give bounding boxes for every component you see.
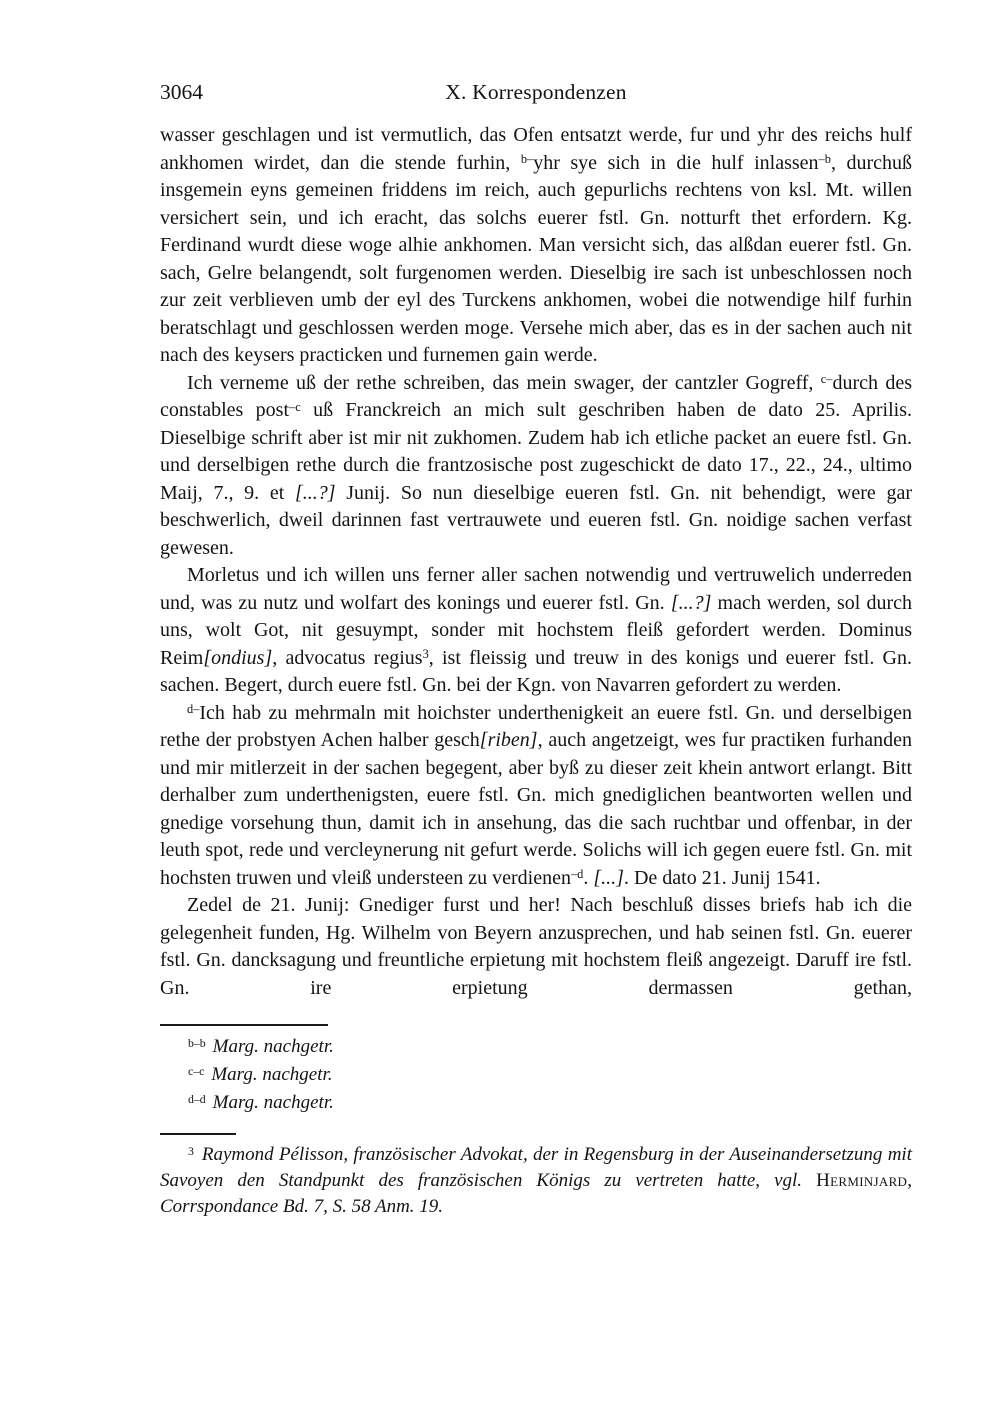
- body-text: [160, 122, 912, 1002]
- text-segment: Marg. nachgetr.: [211, 1064, 333, 1085]
- text-segment: . De dato 21. Junij 1541.: [623, 866, 821, 889]
- footnote-separator-sigla: [160, 1024, 328, 1026]
- text-segment: [ondius]: [203, 646, 273, 669]
- sigla-superscript: 3: [422, 647, 429, 662]
- text-segment: yhr sye sich in die hulf inlassen: [533, 151, 819, 174]
- text-segment: [...?]: [295, 481, 336, 504]
- footnote-numbered: [160, 1142, 912, 1220]
- text-block: [160, 80, 912, 1220]
- footnotes: [160, 1024, 912, 1220]
- text-segment: , auch angetzeigt, wes fur practiken furhanden und mir mitlerzeit in der sachen begegent, aber byß zu dieser zeit khein antwort erlangt. Bitt derhalber zum underthenigsten, euere fstl. Gn. mich gnediglichen beantworten wellen und gnedige vorsehung thun, damit ich in ansehung, das die sach ruchtbar und offenbar, in der leuth spot, rede und vercleynerung nit gefurt werde. Solichs will ich gegen euere fstl. Gn. mit hochsten truwen und vleiß understeen zu verdienen: [160, 729, 912, 889]
- footnote-separator-numbered: [160, 1133, 236, 1135]
- sigla-superscript: b–b: [188, 1037, 206, 1051]
- footnote-sigla-row: [188, 1061, 912, 1089]
- sigla-superscript: –d: [570, 867, 584, 882]
- page-header: [160, 80, 912, 106]
- body-paragraph: [160, 370, 912, 563]
- text-segment: , advocatus regius: [272, 646, 423, 669]
- footnote-sigla-row: [188, 1089, 912, 1117]
- body-paragraph: [160, 700, 912, 893]
- text-segment: Ich hab zu mehrmaln mit hoichster underthenigkeit an euere fstl. Gn. und derselbigen rethe der probstyen Achen halber gesch: [160, 701, 912, 751]
- text-segment: [riben]: [479, 729, 538, 751]
- sigla-superscript: c–: [820, 372, 833, 387]
- text-segment: [...]: [593, 866, 624, 889]
- text-segment: Ich verneme uß der rethe schreiben, das mein swager, der cantzler Gogreff,: [187, 371, 821, 394]
- sigla-superscript: 3: [188, 1145, 194, 1159]
- text-segment: Herminjard: [816, 1170, 908, 1191]
- sigla-superscript: –b: [818, 152, 831, 167]
- running-title: X. Korrespondenzen: [445, 80, 627, 104]
- text-segment: , ist fleissig und treuw in des konigs und euerer fstl. Gn. sachen. Begert, durch euere fstl. Gn. bei der Kgn. von Navarren gefordert zu werden.: [160, 646, 912, 696]
- text-segment: , durchuß insgemein eyns gemeinen friddens im reich, auch gepurlichs rechtens von ksl. Mt. willen versichert sein, und ich eracht, das solchs euerer fstl. Gn. notturft thet erfordern. Kg. Ferdinand wurdt diese woge alhie ankhomen. Man versicht sich, das alßdan euerer fstl. Gn. sach, Gelre belangendt, solt furgenomen werden. Dieselbig ire sach ist unbeschlossen noch zur zeit verblieven umb der eyl des Turckens ankhomen, wobei die notwendige hilf furhin beratschlagt und geschlossen werden moge. Versehe mich aber, das es in der sachen auch nit nach des keysers practicken und furnemen gain werde.: [160, 151, 912, 366]
- body-paragraph: [160, 122, 912, 370]
- footnote-sigla-row: [188, 1033, 912, 1061]
- text-segment: , Corrspondance Bd. 7, S. 58 Anm. 19.: [160, 1170, 912, 1217]
- sigla-superscript: c–c: [188, 1065, 205, 1079]
- text-segment: mach werden, sol durch uns, wolt Got, nit gesuympt, sonder mit hochstem fleiß gefordert werden. Dominus Reim: [160, 591, 912, 669]
- sigla-superscript: d–d: [188, 1093, 206, 1107]
- body-paragraph: [160, 562, 912, 700]
- body-paragraph: [160, 892, 912, 1002]
- text-segment: Marg. nachgetr.: [212, 1092, 334, 1113]
- page-number: 3064: [160, 80, 203, 104]
- text-segment: Junij. So nun dieselbige eueren fstl. Gn. nit behendigt, were gar beschwerlich, dweil darinnen fast vertrauwete und eueren fstl. Gn. noidige sachen verfast gewesen.: [160, 481, 912, 559]
- text-segment: uß Franckreich an mich sult geschriben haben de dato 25. Aprilis. Dieselbige schrift aber ist mir nit zukhomen. Zudem hab ich etliche packet an euere fstl. Gn. und derselbigen rethe durch die frantzosische post zugeschickt de dato 17., 22., 24., ultimo Maij, 7., 9. et: [160, 399, 913, 504]
- sigla-superscript: –c: [289, 399, 301, 414]
- sigla-superscript: b–: [520, 152, 534, 167]
- text-segment: durch des constables post: [160, 371, 912, 421]
- text-segment: [...?]: [670, 591, 712, 614]
- footnote-sigla-list: [160, 1033, 912, 1117]
- text-segment: .: [583, 866, 594, 889]
- text-segment: wasser geschlagen und ist vermutlich, das Ofen entsatzt werde, fur und yhr des reichs hulf ankhomen wirdet, dan die stende furhin,: [160, 124, 912, 174]
- sigla-superscript: d–: [187, 702, 200, 717]
- text-segment: Raymond Pélisson, französischer Advokat, der in Regensburg in der Auseinandersetzung mit Savoyen den Standpunkt des französischen Königs zu vertreten hatte, vgl.: [160, 1144, 912, 1191]
- text-segment: Marg. nachgetr.: [212, 1036, 334, 1057]
- text-segment: Morletus und ich willen uns ferner aller sachen notwendig und vertruwelich underreden und, was zu nutz und wolfart des konings und euerer fstl. Gn.: [160, 564, 912, 614]
- text-segment: Zedel de 21. Junij: Gnediger furst und her! Nach beschluß disses briefs hab ich die gelegenheit funden, Hg. Wilhelm von Beyern anzusprechen, und hab seinen fstl. Gn. euerer fstl. Gn. dancksagung und freuntliche erpietung mit hochstem fleiß angezeigt. Daruff ire fstl. Gn. ire erpietung dermassen gethan,: [160, 894, 912, 999]
